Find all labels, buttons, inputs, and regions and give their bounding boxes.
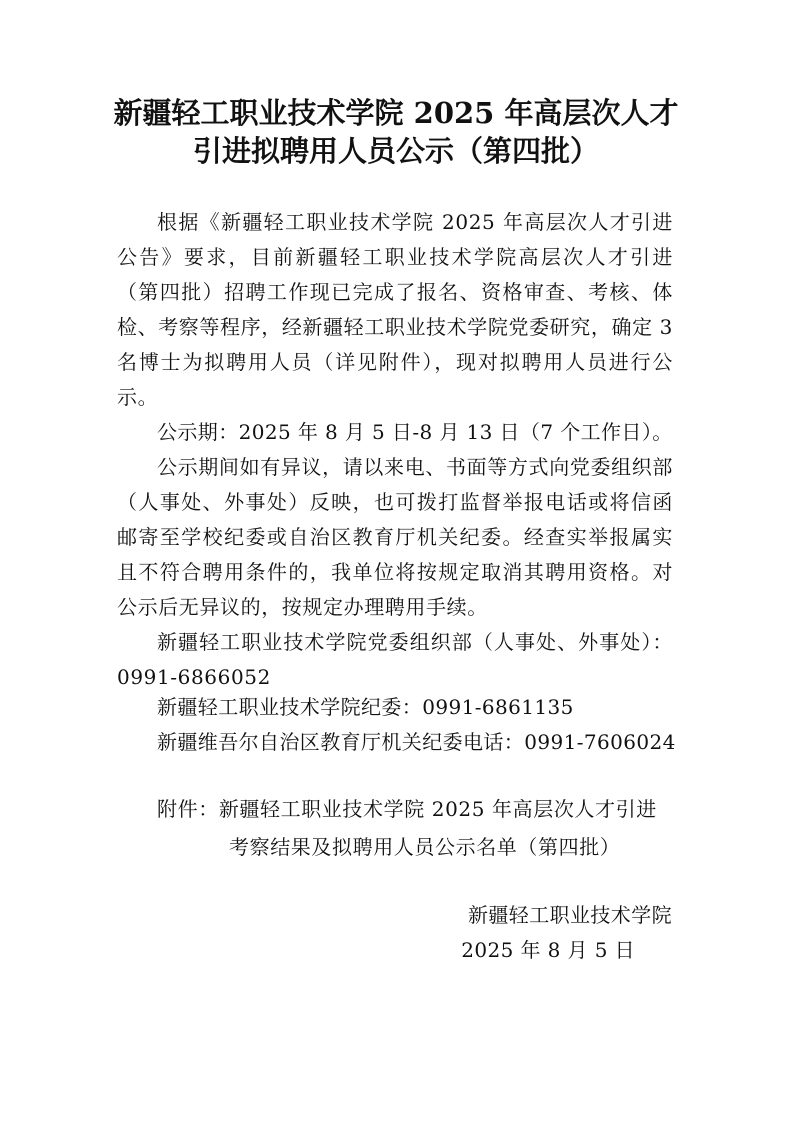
publicity-period: 公示期：2025 年 8 月 5 日-8 月 13 日（7 个工作日）。	[157, 420, 673, 444]
page-title-line-2: 引进拟聘用人员公示（第四批）	[192, 134, 599, 168]
attachment-label: 附件：	[157, 797, 219, 821]
attachment-title-line-1: 新疆轻工职业技术学院 2025 年高层次人才引进	[218, 797, 657, 821]
contact-dept: 新疆轻工职业技术学院党委组织部（人事处、外事处）：0991-6866052	[117, 630, 673, 689]
attachment-note	[157, 790, 673, 866]
signature-date: 2025 年 8 月 5 日	[461, 938, 635, 962]
page-title-line-1: 新疆轻工职业技术学院 2025 年高层次人才	[113, 96, 679, 130]
contact-discipline: 新疆轻工职业技术学院纪委：0991-6861135	[157, 695, 574, 719]
objection-paragraph: 公示期间如有异议，请以来电、书面等方式向党委组织部（人事处、外事处）反映，也可拨打监督举报电话或将信函邮寄至学校纪委或自治区教育厅机关纪委。经查实举报属实且不符合聘用条件的，我单位将按规定取消其聘用资格。对公示后无异议的，按规定办理聘用手续。	[117, 455, 673, 619]
signature-org: 新疆轻工职业技术学院	[468, 903, 672, 927]
attachment-title-line-2: 考察结果及拟聘用人员公示名单（第四批）	[229, 835, 621, 859]
contact-edu-commission: 新疆维吾尔自治区教育厅机关纪委电话：0991-7606024	[157, 730, 676, 754]
intro-paragraph: 根据《新疆轻工职业技术学院 2025 年高层次人才引进公告》要求，目前新疆轻工职业技术学院高层次人才引进（第四批）招聘工作现已完成了报名、资格审查、考核、体检、考察等程序，经新疆轻工职业技术学院党委研究，确定 3 名博士为拟聘用人员（详见附件），现对拟聘用人员进行公示。	[117, 210, 673, 409]
